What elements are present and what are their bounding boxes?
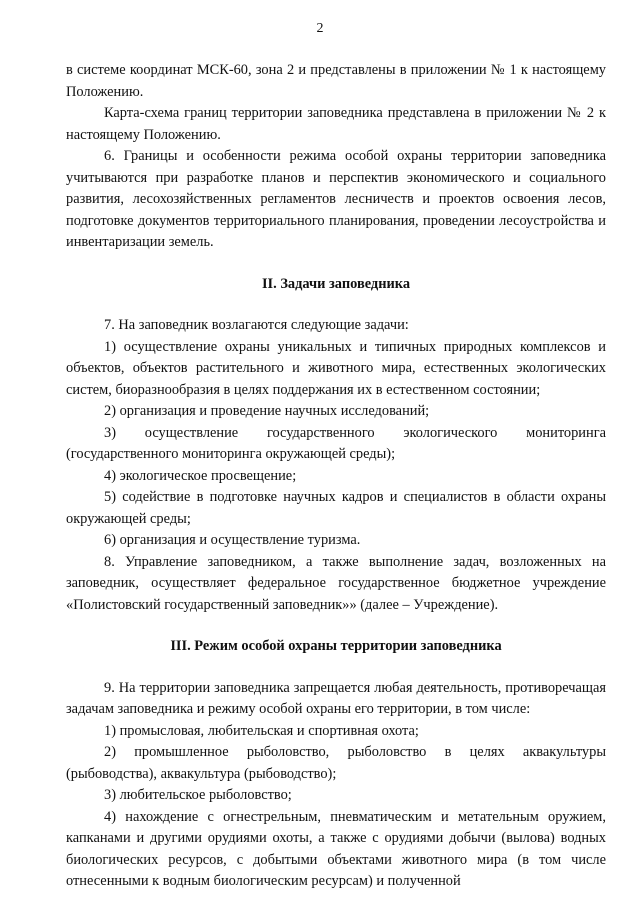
page-number: 2 xyxy=(316,21,324,36)
paragraph: 8. Управление заповедником, а также выполнение задач, возложенных на заповедник, осуществляет федеральное государственное бюджетное учреждение «Полистовский государственный заповедник»» (далее – Учреждение). xyxy=(66,553,606,613)
list-item: 2) промышленное рыболовство, рыболовство в целях аквакультуры (рыбоводства), аквакультура (рыбоводство); xyxy=(66,744,606,782)
paragraph: 6. Границы и особенности режима особой охраны территории заповедника учитываются при разработке планов и перспектив экономического и социального развития, лесохозяйственных регламентов лесничеств и проектов освоения лесов, подготовке документов территориального планирования, проведении лесоустройства и инвентаризации земель. xyxy=(66,148,606,250)
list-item: 3) любительское рыболовство; xyxy=(104,787,292,803)
paragraph: Карта-схема границ территории заповедника представлена в приложении № 2 к настоящему Положению. xyxy=(66,105,606,143)
list-item: 4) экологическое просвещение; xyxy=(104,467,297,484)
list-item: 3) осуществление государственного экологического мониторинга (государственного мониторинга окружающей среды); xyxy=(66,424,606,462)
paragraph: 9. На территории заповедника запрещается любая деятельность, противоречащая задачам заповедника и режиму особой охраны его территории, в том числе: xyxy=(66,679,606,717)
paragraph: в системе координат МСК-60, зона 2 и представлены в приложении № 1 к настоящему Положению. xyxy=(66,62,606,100)
list-item: 2) организация и проведение научных исследований; xyxy=(104,403,430,419)
list-item: 4) нахождение с огнестрельным, пневматическим и метательным оружием, капканами и другими орудиями охоты, а также с орудиями добычи (вылова) водных биологических ресурсов, с добытыми объектами животного мира (в том числе отнесенными к водным биологическим ресурсам) и полученной xyxy=(66,808,606,889)
list-item: 1) промысловая, любительская и спортивная охота; xyxy=(104,722,419,739)
list-item: 1) осуществление охраны уникальных и типичных природных комплексов и объектов, объектов растительного и животного мира, естественных экологических систем, биоразнообразия в целях поддержания их в естественном состоянии; xyxy=(66,338,606,398)
document-body xyxy=(66,60,606,893)
paragraph: 7. На заповедник возлагаются следующие задачи: xyxy=(104,317,409,333)
list-item: 5) содействие в подготовке научных кадров и специалистов в области охраны окружающей среды; xyxy=(66,489,606,527)
section-heading-3: III. Режим особой охраны территории заповедника xyxy=(170,638,502,654)
section-heading-2: II. Задачи заповедника xyxy=(261,275,411,292)
list-item: 6) организация и осуществление туризма. xyxy=(104,532,361,548)
